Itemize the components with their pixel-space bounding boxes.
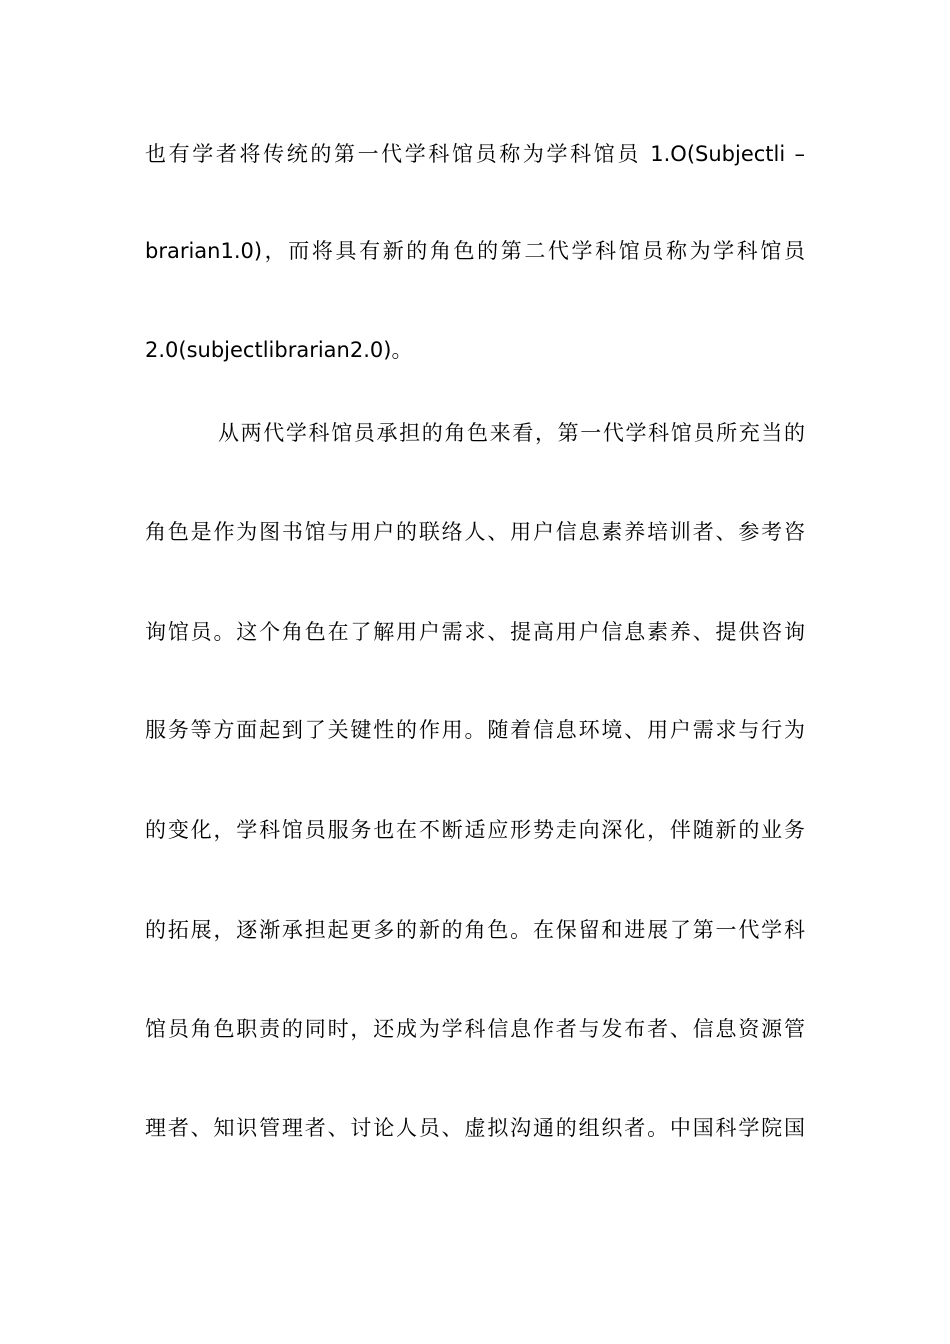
text-line-11: 理者、知识管理者、讨论人员、虚拟沟通的组织者。中国科学院国 [145, 1116, 805, 1140]
text-line-8: 的变化，学科馆员服务也在不断适应形势走向深化，伴随新的业务 [145, 818, 805, 842]
text-line-4: 从两代学科馆员承担的角色来看，第一代学科馆员所充当的 [218, 421, 805, 445]
text-line-7: 服务等方面起到了关键性的作用。随着信息环境、用户需求与行为 [145, 718, 805, 742]
text-line-5: 角色是作为图书馆与用户的联络人、用户信息素养培训者、参考咨 [145, 520, 805, 544]
text-line-3: 2.0(subjectlibrarian2.0)。 [145, 338, 413, 362]
text-line-9: 的拓展，逐渐承担起更多的新的角色。在保留和进展了第一代学科 [145, 918, 805, 942]
text-line-6: 询馆员。这个角色在了解用户需求、提高用户信息素养、提供咨询 [145, 620, 805, 644]
text-line-1: 也有学者将传统的第一代学科馆员称为学科馆员 1.O(Subjectli – [145, 142, 805, 166]
text-line-2: brarian1.0)，而将具有新的角色的第二代学科馆员称为学科馆员 [145, 239, 805, 263]
text-line-10: 馆员角色职责的同时，还成为学科信息作者与发布者、信息资源管 [145, 1017, 805, 1041]
